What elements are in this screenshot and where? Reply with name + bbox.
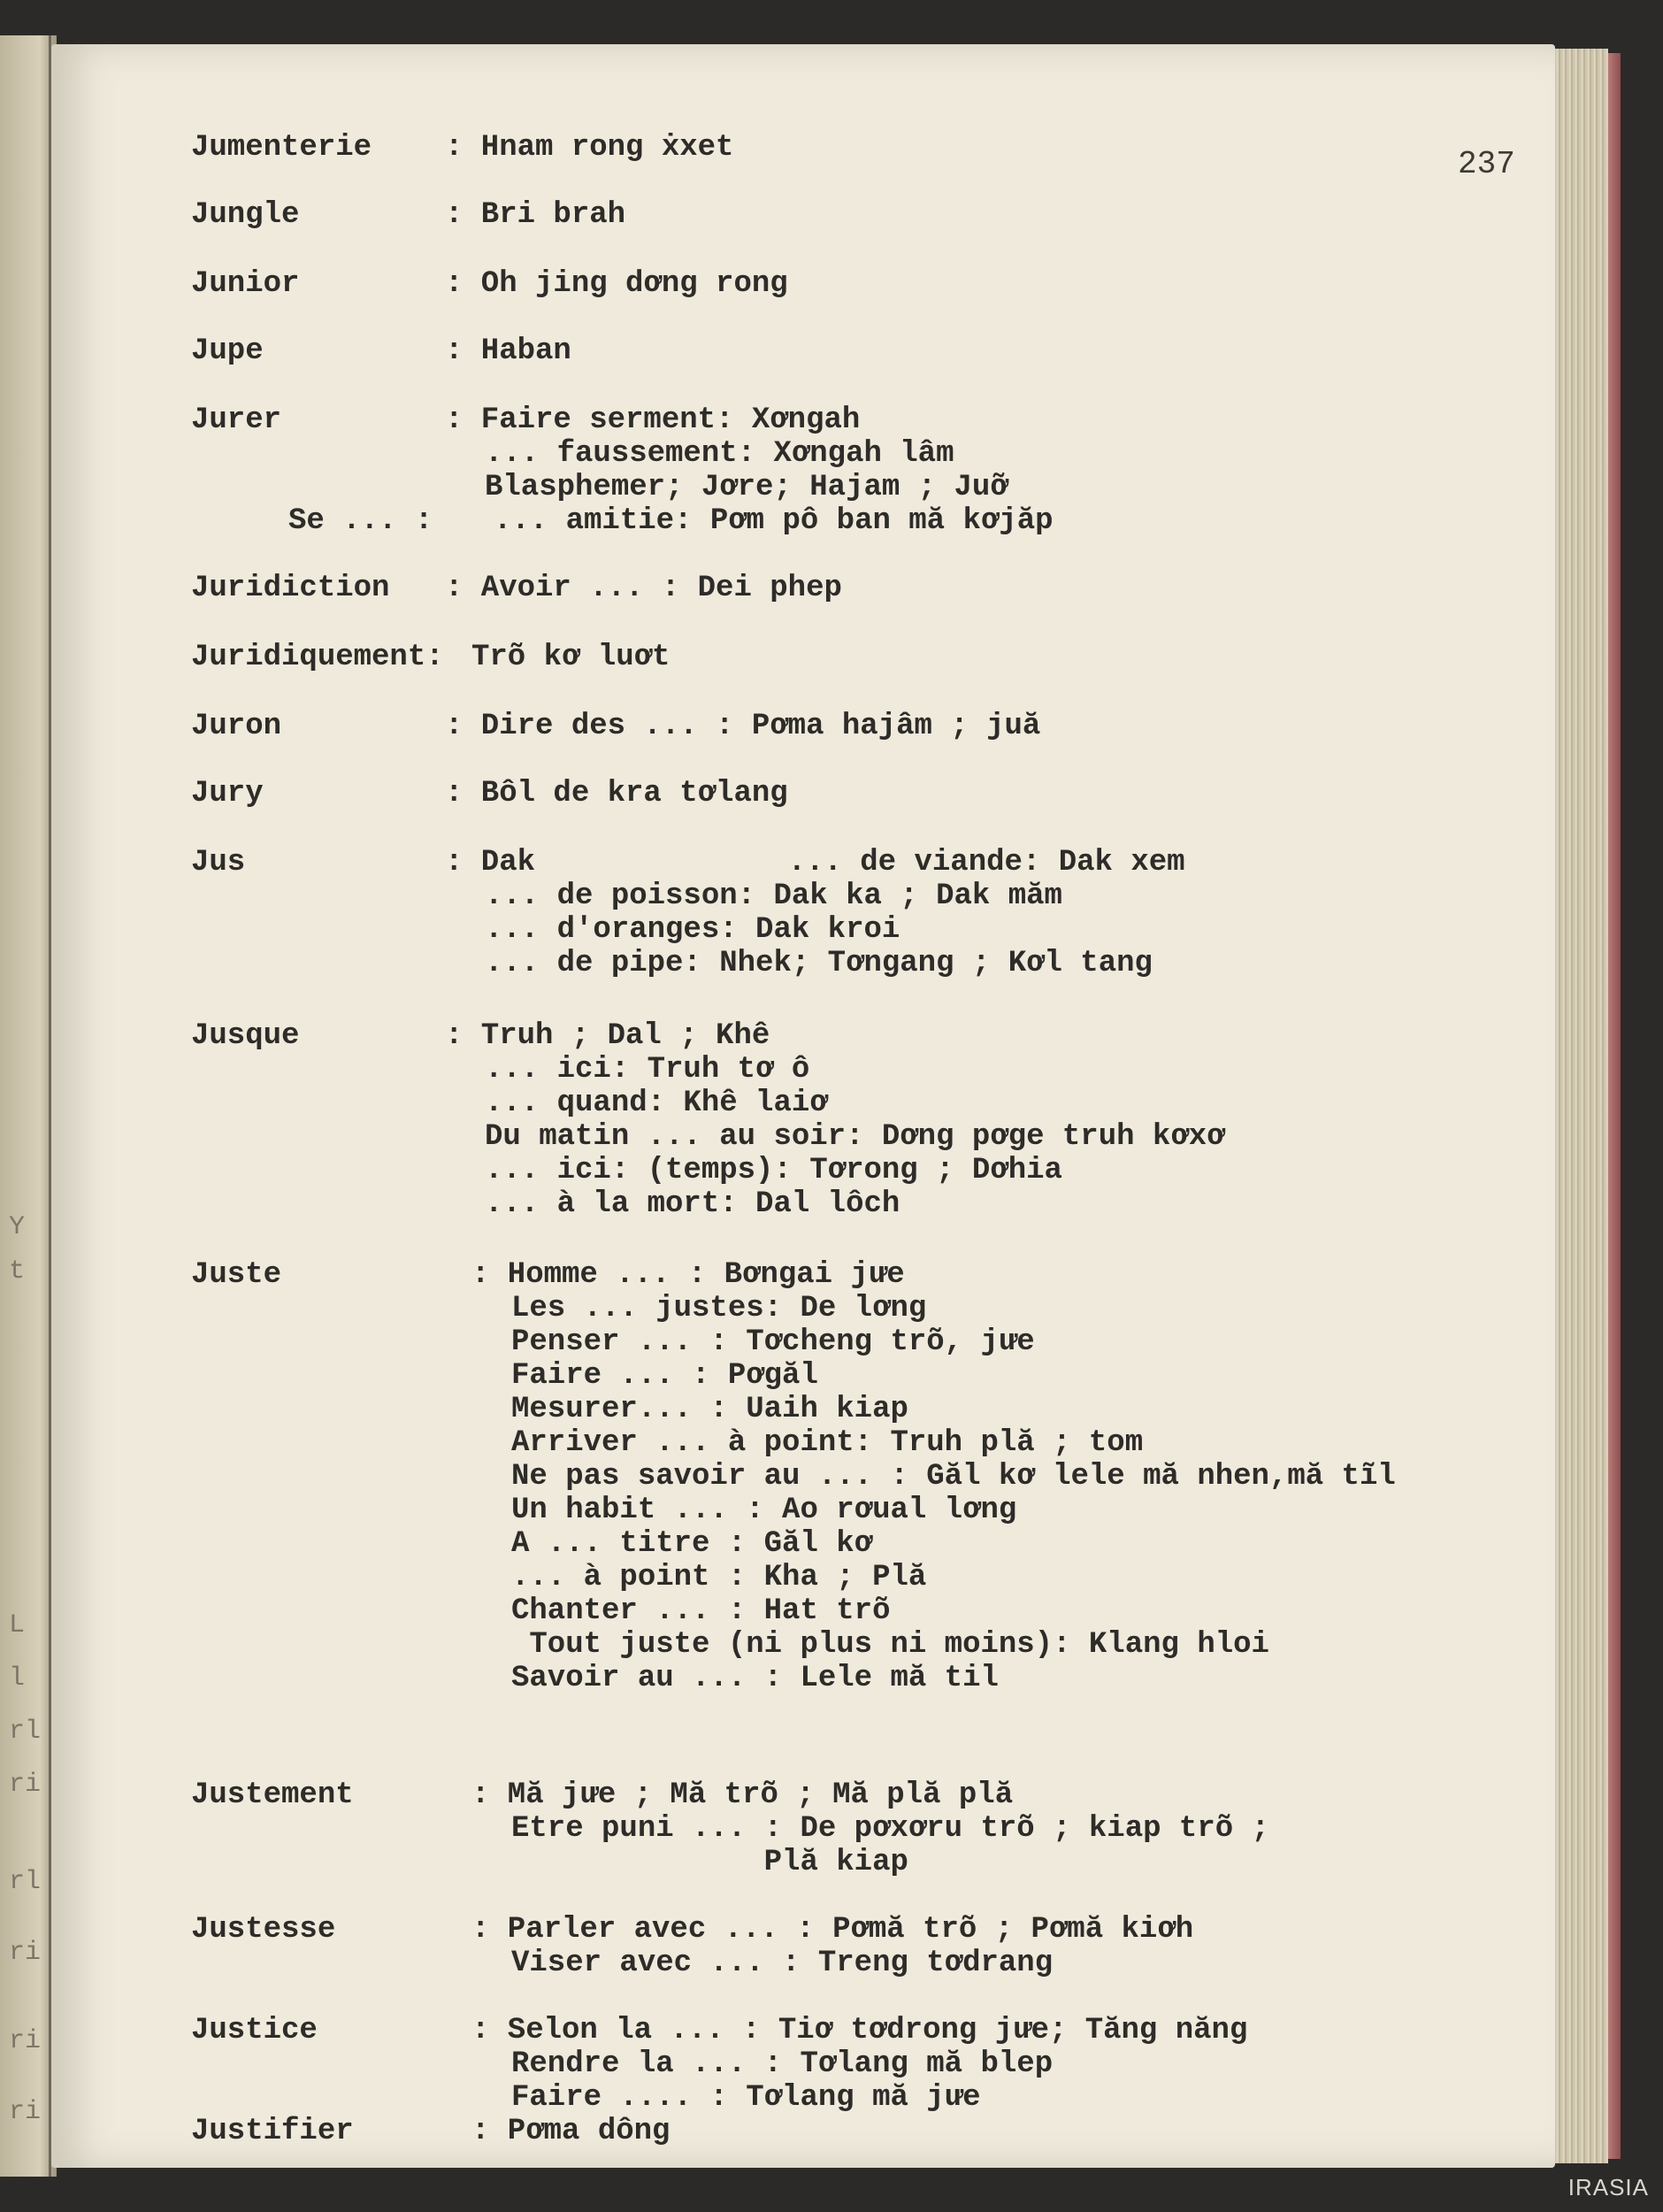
- definition-line: Faire .... : Tơlang mă jưe: [511, 2081, 981, 2115]
- definition-line: ... amitie: Pơm pô ban mă kơjăp: [494, 504, 1054, 538]
- margin-mark: ri: [9, 1770, 42, 1800]
- headword: Justice: [191, 2014, 318, 2047]
- definition-line: ... ici: (temps): Tơrong ; Dơhia: [485, 1154, 1062, 1187]
- margin-mark: Y: [9, 1212, 26, 1242]
- headword: Jus: [191, 846, 246, 879]
- definition-line: Faire ... : Pơgăl: [511, 1359, 818, 1393]
- definition-line: Arriver ... à point: Truh plă ; tom: [511, 1426, 1144, 1460]
- page-stack-edge: [1555, 49, 1608, 2163]
- definition-line: Viser avec ... : Treng tơdrang: [511, 1947, 1054, 1980]
- definition-line: Mesurer... : Uaih kiap: [511, 1393, 908, 1426]
- headword: Jury: [191, 777, 264, 810]
- margin-mark: L: [9, 1610, 26, 1640]
- definition-line: : Mă jưe ; Mă trõ ; Mă plă plă: [471, 1778, 1014, 1812]
- definition-line: Du matin ... au soir: Dơng pơge truh kơxơ: [485, 1120, 1225, 1154]
- definition-line: : Bôl de kra tơlang: [445, 777, 788, 810]
- definition-line: A ... titre : Găl kơ: [511, 1527, 873, 1561]
- headword: Jusque: [191, 1019, 300, 1053]
- margin-mark: ri: [9, 2097, 42, 2127]
- definition-line: ... à point : Kha ; Plă: [511, 1561, 927, 1594]
- definition-line: Etre puni ... : De pơxơru trõ ; kiap trõ ;: [511, 1812, 1269, 1846]
- headword: Juridiquement:: [191, 641, 444, 674]
- definition-line: : Faire serment: Xơngah: [445, 403, 861, 437]
- definition-line: : Homme ... : Bơngai jưe: [471, 1258, 905, 1292]
- book-cover-edge: [1608, 53, 1621, 2159]
- definition-line: : Dak ... de viande: Dak xem: [445, 846, 1185, 879]
- definition-line: : Truh ; Dal ; Khê: [445, 1019, 770, 1053]
- headword: Jungle: [191, 198, 300, 232]
- definition-line: Blasphemer; Jơre; Hajam ; Juỡ: [485, 471, 1008, 504]
- definition-line: : Hnam rong ẋxet: [445, 131, 734, 165]
- headword: Junior: [191, 267, 300, 301]
- definition-line: : Haban: [445, 334, 571, 368]
- watermark: IRASIA: [1567, 2174, 1649, 2200]
- definition-line: ... de poisson: Dak ka ; Dak măm: [485, 879, 1062, 913]
- definition-line: : Oh jing dơng rong: [445, 267, 788, 301]
- definition-line: : Dire des ... : Pơma hajâm ; juă: [445, 710, 1041, 743]
- headword: Justifier: [191, 2115, 354, 2148]
- headword: Juron: [191, 710, 282, 743]
- headword: Jurer: [191, 403, 282, 437]
- facing-page-edge: [0, 35, 57, 2177]
- definition-line: : Selon la ... : Tiơ tơdrong jưe; Tăng năng: [471, 2014, 1248, 2047]
- margin-mark: l: [9, 1663, 26, 1694]
- definition-line: Plă kiap: [511, 1846, 908, 1879]
- definition-line: Tout juste (ni plus ni moins): Klang hloi: [511, 1628, 1269, 1662]
- definition-line: : Parler avec ... : Pơmă trõ ; Pơmă kiơh: [471, 1913, 1194, 1947]
- margin-mark: ri: [9, 2026, 42, 2056]
- definition-line: ... à la mort: Dal lôch: [485, 1187, 900, 1221]
- headword: Justement: [191, 1778, 354, 1812]
- definition-line: ... de pipe: Nhek; Tơngang ; Kơl tang: [485, 947, 1153, 980]
- margin-mark: t: [9, 1256, 26, 1286]
- definition-line: Les ... justes: De lơng: [511, 1292, 927, 1325]
- definition-line: ... d'oranges: Dak kroi: [485, 913, 900, 947]
- definition-line: Un habit ... : Ao rơual lơng: [511, 1494, 1017, 1527]
- headword: Juste: [191, 1258, 282, 1292]
- definition-line: Penser ... : Tơcheng trõ, jưe: [511, 1325, 1035, 1359]
- headword: Justesse: [191, 1913, 336, 1947]
- headword: Jupe: [191, 334, 264, 368]
- definition-line: Ne pas savoir au ... : Găl kơ lele mă nhen,mă tĩl: [511, 1460, 1396, 1494]
- margin-mark: rl: [9, 1717, 42, 1747]
- margin-mark: ri: [9, 1938, 42, 1968]
- definition-line: Trõ kơ luơt: [471, 641, 671, 674]
- definition-line: : Bri brah: [445, 198, 626, 232]
- definition-line: Rendre la ... : Tơlang mă blep: [511, 2047, 1054, 2081]
- definition-line: Chanter ... : Hat trõ: [511, 1594, 891, 1628]
- page-number: 237: [1458, 146, 1515, 182]
- definition-line: ... faussement: Xơngah lâm: [485, 437, 954, 471]
- headword: Jumenterie: [191, 131, 372, 165]
- headword: Juridiction: [191, 572, 390, 605]
- dictionary-page: [51, 44, 1555, 2168]
- sub-headword: Se ... :: [288, 504, 433, 538]
- margin-mark: rl: [9, 1867, 42, 1897]
- definition-line: ... quand: Khê laiơ: [485, 1087, 828, 1120]
- definition-line: Savoir au ... : Lele mă til: [511, 1662, 999, 1695]
- definition-line: : Avoir ... : Dei phep: [445, 572, 842, 605]
- definition-line: ... ici: Truh tơ ô: [485, 1053, 810, 1087]
- definition-line: : Pơma dông: [471, 2115, 671, 2148]
